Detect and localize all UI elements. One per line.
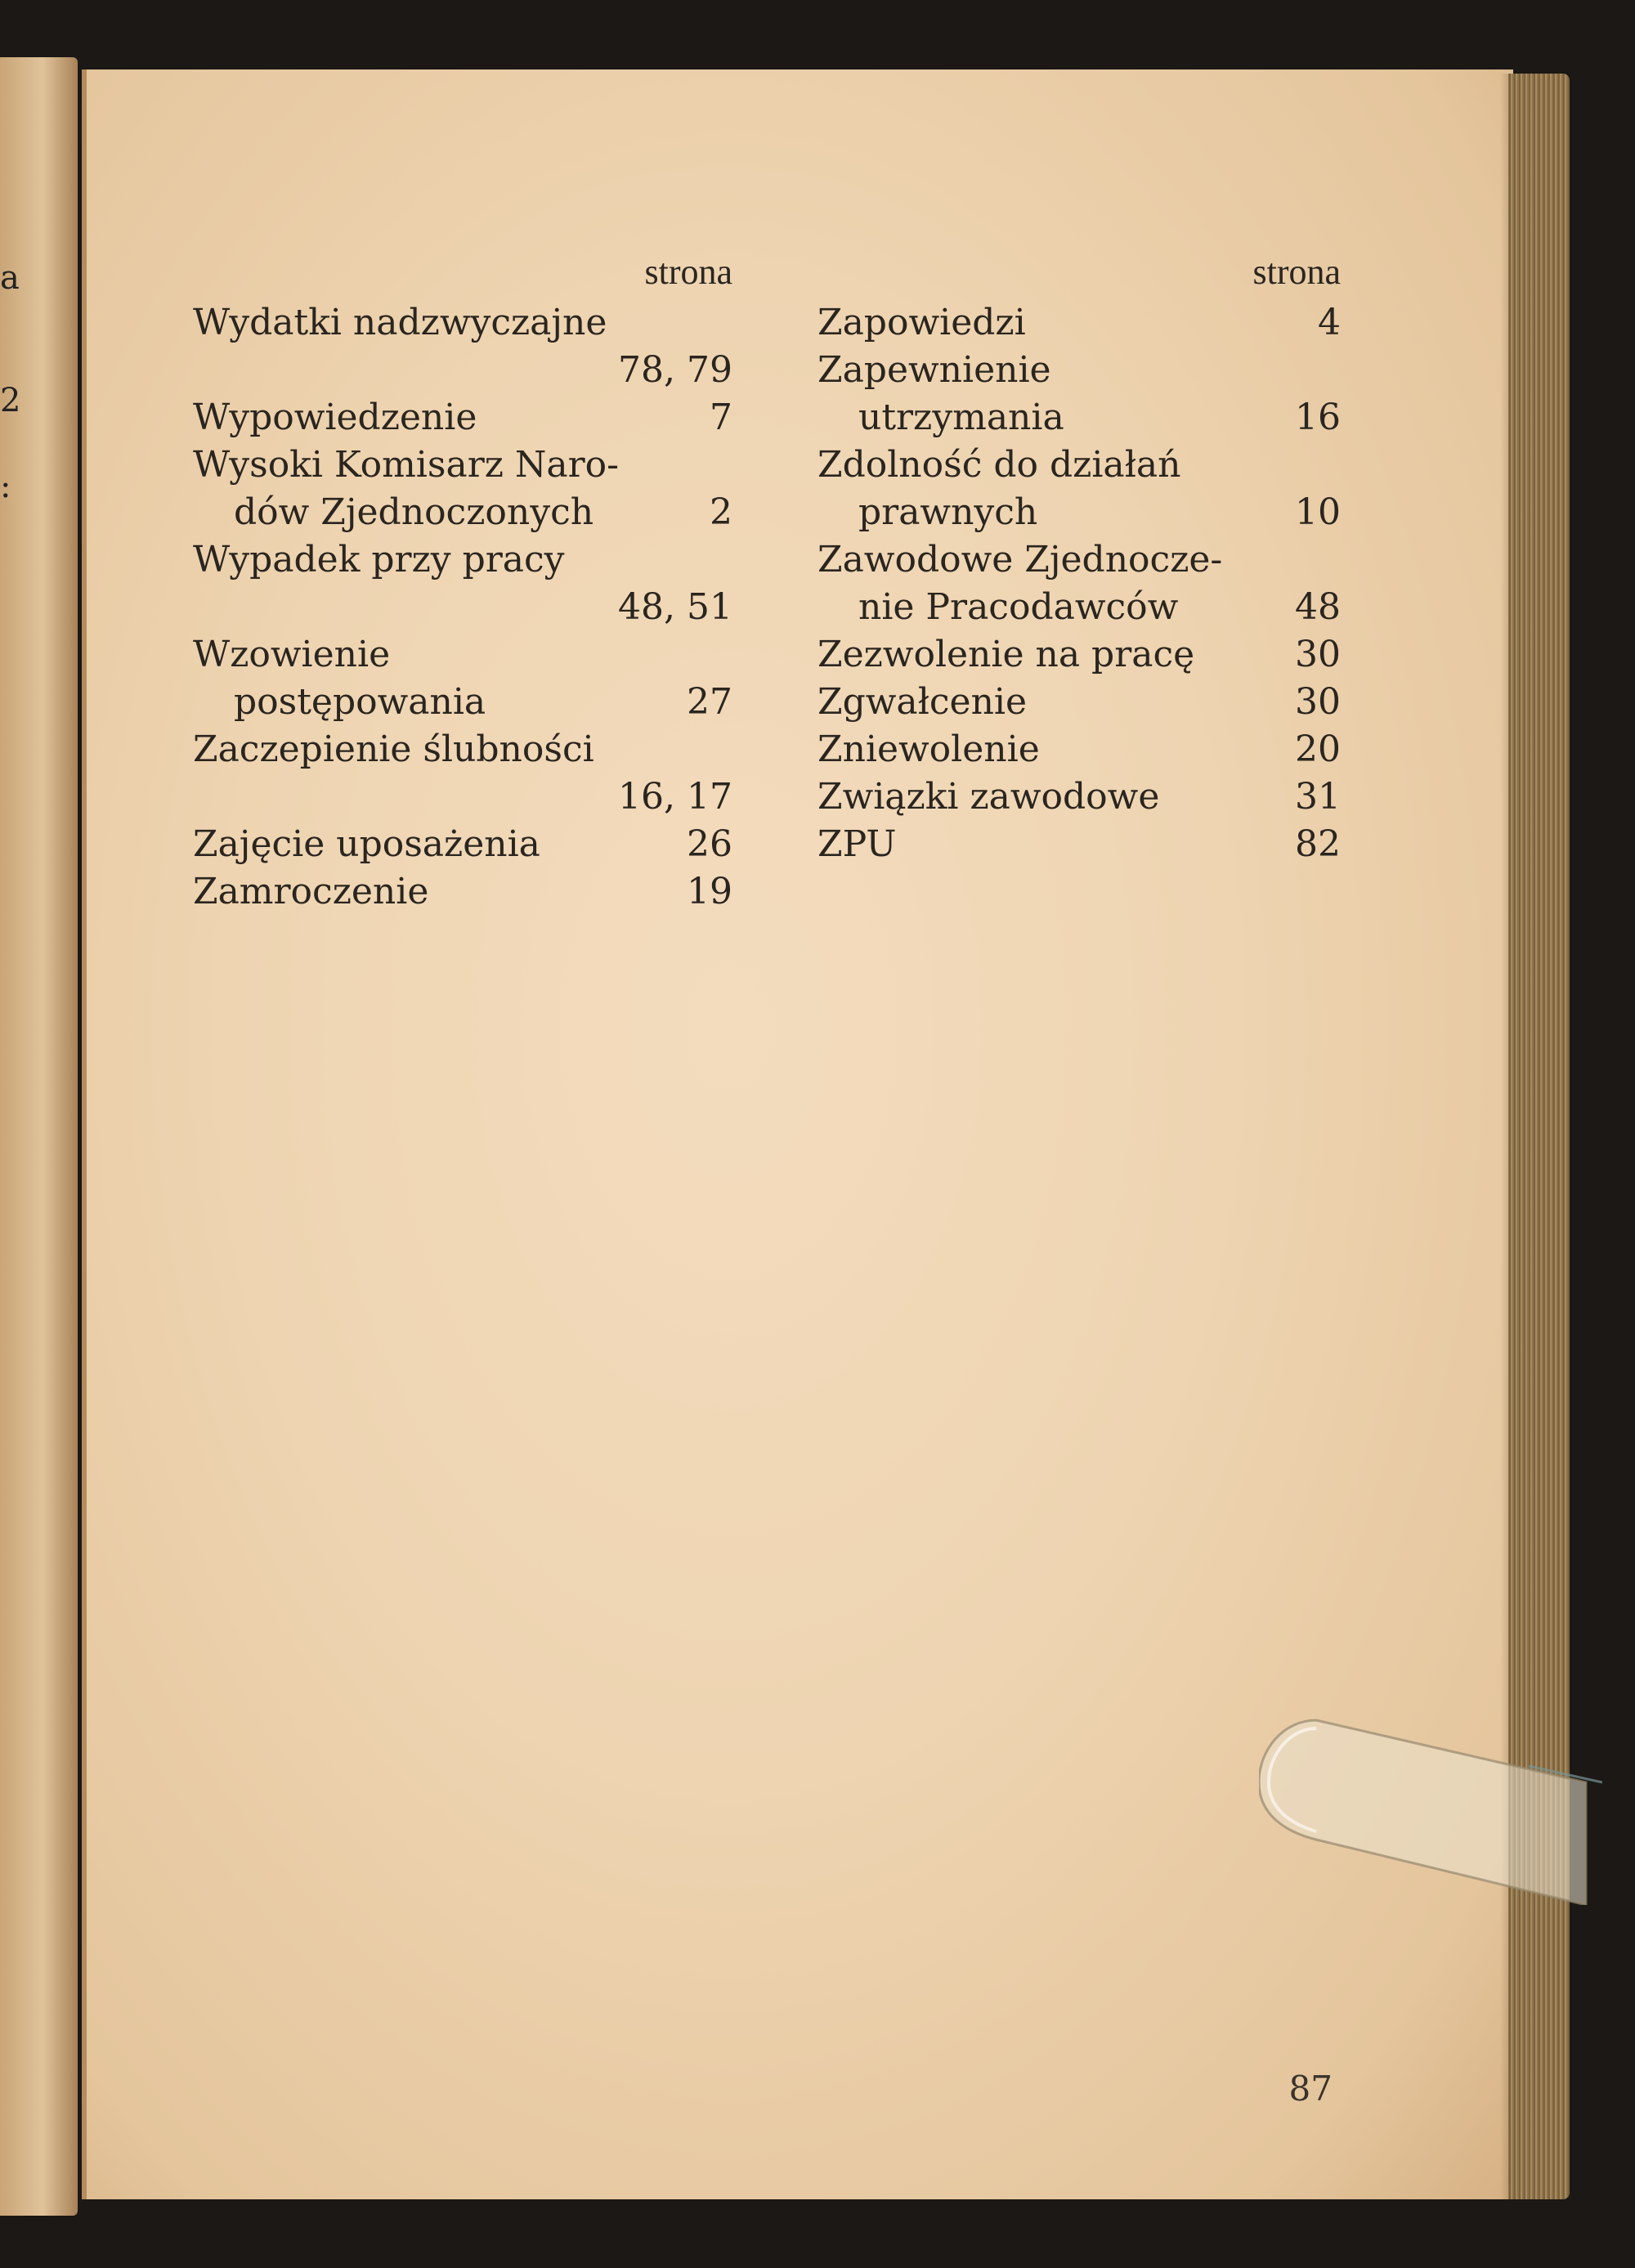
entry-line xyxy=(818,489,1341,536)
entry-text: dów Zjednoczonych xyxy=(234,491,594,533)
index-entry xyxy=(818,536,1341,631)
entry-line xyxy=(193,441,732,489)
entry-text: Zapowiedzi xyxy=(818,302,1026,343)
entry-text: utrzymania xyxy=(858,397,1064,438)
entry-text: Wypadek przy pracy xyxy=(193,539,565,580)
index-entry xyxy=(193,299,732,394)
entry-text: Zdolność do działań xyxy=(818,444,1181,486)
index-entry xyxy=(818,347,1341,441)
entry-text: prawnych xyxy=(858,491,1038,533)
entry-line xyxy=(193,347,732,394)
left-page-glyph: : xyxy=(0,468,11,505)
entry-text: Zaczepienie ślubności xyxy=(193,728,594,770)
entry-page-number: 16 xyxy=(1295,397,1341,438)
left-page-glyph: a xyxy=(0,259,20,297)
index-entry xyxy=(818,821,1341,868)
index-column-left xyxy=(193,245,732,916)
entry-page-number: 20 xyxy=(1295,728,1341,770)
entry-line xyxy=(193,631,732,679)
entry-line xyxy=(818,299,1341,347)
transparent-bookmark-clip xyxy=(1259,1717,1602,1905)
left-page-glyph: 2 xyxy=(0,382,21,419)
entry-text: Wysoki Komisarz Naro- xyxy=(193,444,620,486)
index-entry xyxy=(193,726,732,821)
entry-text: Związki zawodowe xyxy=(818,776,1160,818)
entry-text: Zajęcie uposażenia xyxy=(193,823,540,865)
entry-line xyxy=(818,773,1341,821)
entry-line xyxy=(193,868,732,916)
entry-line xyxy=(818,726,1341,773)
index-column-right xyxy=(818,245,1341,868)
entry-page-number: 82 xyxy=(1295,823,1341,865)
page-number: 87 xyxy=(1288,2069,1333,2109)
entry-line xyxy=(193,584,732,631)
entry-line xyxy=(818,631,1341,679)
entry-page-number: 31 xyxy=(1295,776,1341,818)
entry-text: Zezwolenie na pracę xyxy=(818,634,1195,675)
index-entry xyxy=(193,536,732,631)
entry-page-number: 4 xyxy=(1318,302,1341,343)
index-entry xyxy=(193,394,732,441)
entry-line xyxy=(818,347,1341,394)
index-entry xyxy=(818,726,1341,773)
entry-page-number: 10 xyxy=(1295,491,1341,533)
entry-text: Zawodowe Zjednocze- xyxy=(818,539,1223,580)
entry-line xyxy=(818,821,1341,868)
index-entry xyxy=(193,868,732,916)
entry-line xyxy=(193,679,732,726)
entry-page-number: 78, 79 xyxy=(618,349,732,391)
entry-line xyxy=(818,441,1341,489)
index-entry xyxy=(818,773,1341,821)
index-entry xyxy=(818,679,1341,726)
entry-text: postępowania xyxy=(234,681,486,723)
entry-line xyxy=(818,584,1341,631)
entry-text: Wzowienie xyxy=(193,634,391,675)
entry-line xyxy=(818,394,1341,441)
entry-line xyxy=(193,821,732,868)
column-header: strona xyxy=(644,252,732,292)
entry-page-number: 30 xyxy=(1295,681,1341,723)
index-entry xyxy=(818,631,1341,679)
entry-text: Zniewolenie xyxy=(818,728,1040,770)
entry-line xyxy=(193,726,732,773)
entry-page-number: 26 xyxy=(687,823,732,865)
entry-line xyxy=(193,394,732,441)
entry-page-number: 7 xyxy=(710,397,732,438)
entry-text: Wydatki nadzwyczajne xyxy=(193,302,607,343)
entry-text: Zapewnienie xyxy=(818,349,1051,391)
entry-line xyxy=(818,679,1341,726)
entry-text: nie Pracodawców xyxy=(858,586,1179,628)
entry-page-number: 30 xyxy=(1295,634,1341,675)
entry-line xyxy=(818,536,1341,584)
index-entry xyxy=(193,821,732,868)
column-header: strona xyxy=(1252,252,1341,292)
index-entry xyxy=(818,299,1341,347)
entry-text: ZPU xyxy=(818,823,897,865)
entry-text: Wypowiedzenie xyxy=(193,397,477,438)
entry-page-number: 27 xyxy=(687,681,732,723)
entry-line xyxy=(193,773,732,821)
left-facing-page-edge xyxy=(0,57,78,2216)
entry-page-number: 48 xyxy=(1295,586,1341,628)
entry-line xyxy=(193,489,732,536)
entry-page-number: 48, 51 xyxy=(618,586,732,628)
entry-text: Zgwałcenie xyxy=(818,681,1028,723)
entry-page-number: 19 xyxy=(687,871,732,912)
entry-page-number: 2 xyxy=(710,491,732,533)
entry-line xyxy=(193,299,732,347)
index-entry xyxy=(818,441,1341,536)
entry-page-number: 16, 17 xyxy=(618,776,732,818)
index-entry xyxy=(193,441,732,536)
entry-line xyxy=(193,536,732,584)
entry-text: Zamroczenie xyxy=(193,871,429,912)
index-entry xyxy=(193,631,732,726)
